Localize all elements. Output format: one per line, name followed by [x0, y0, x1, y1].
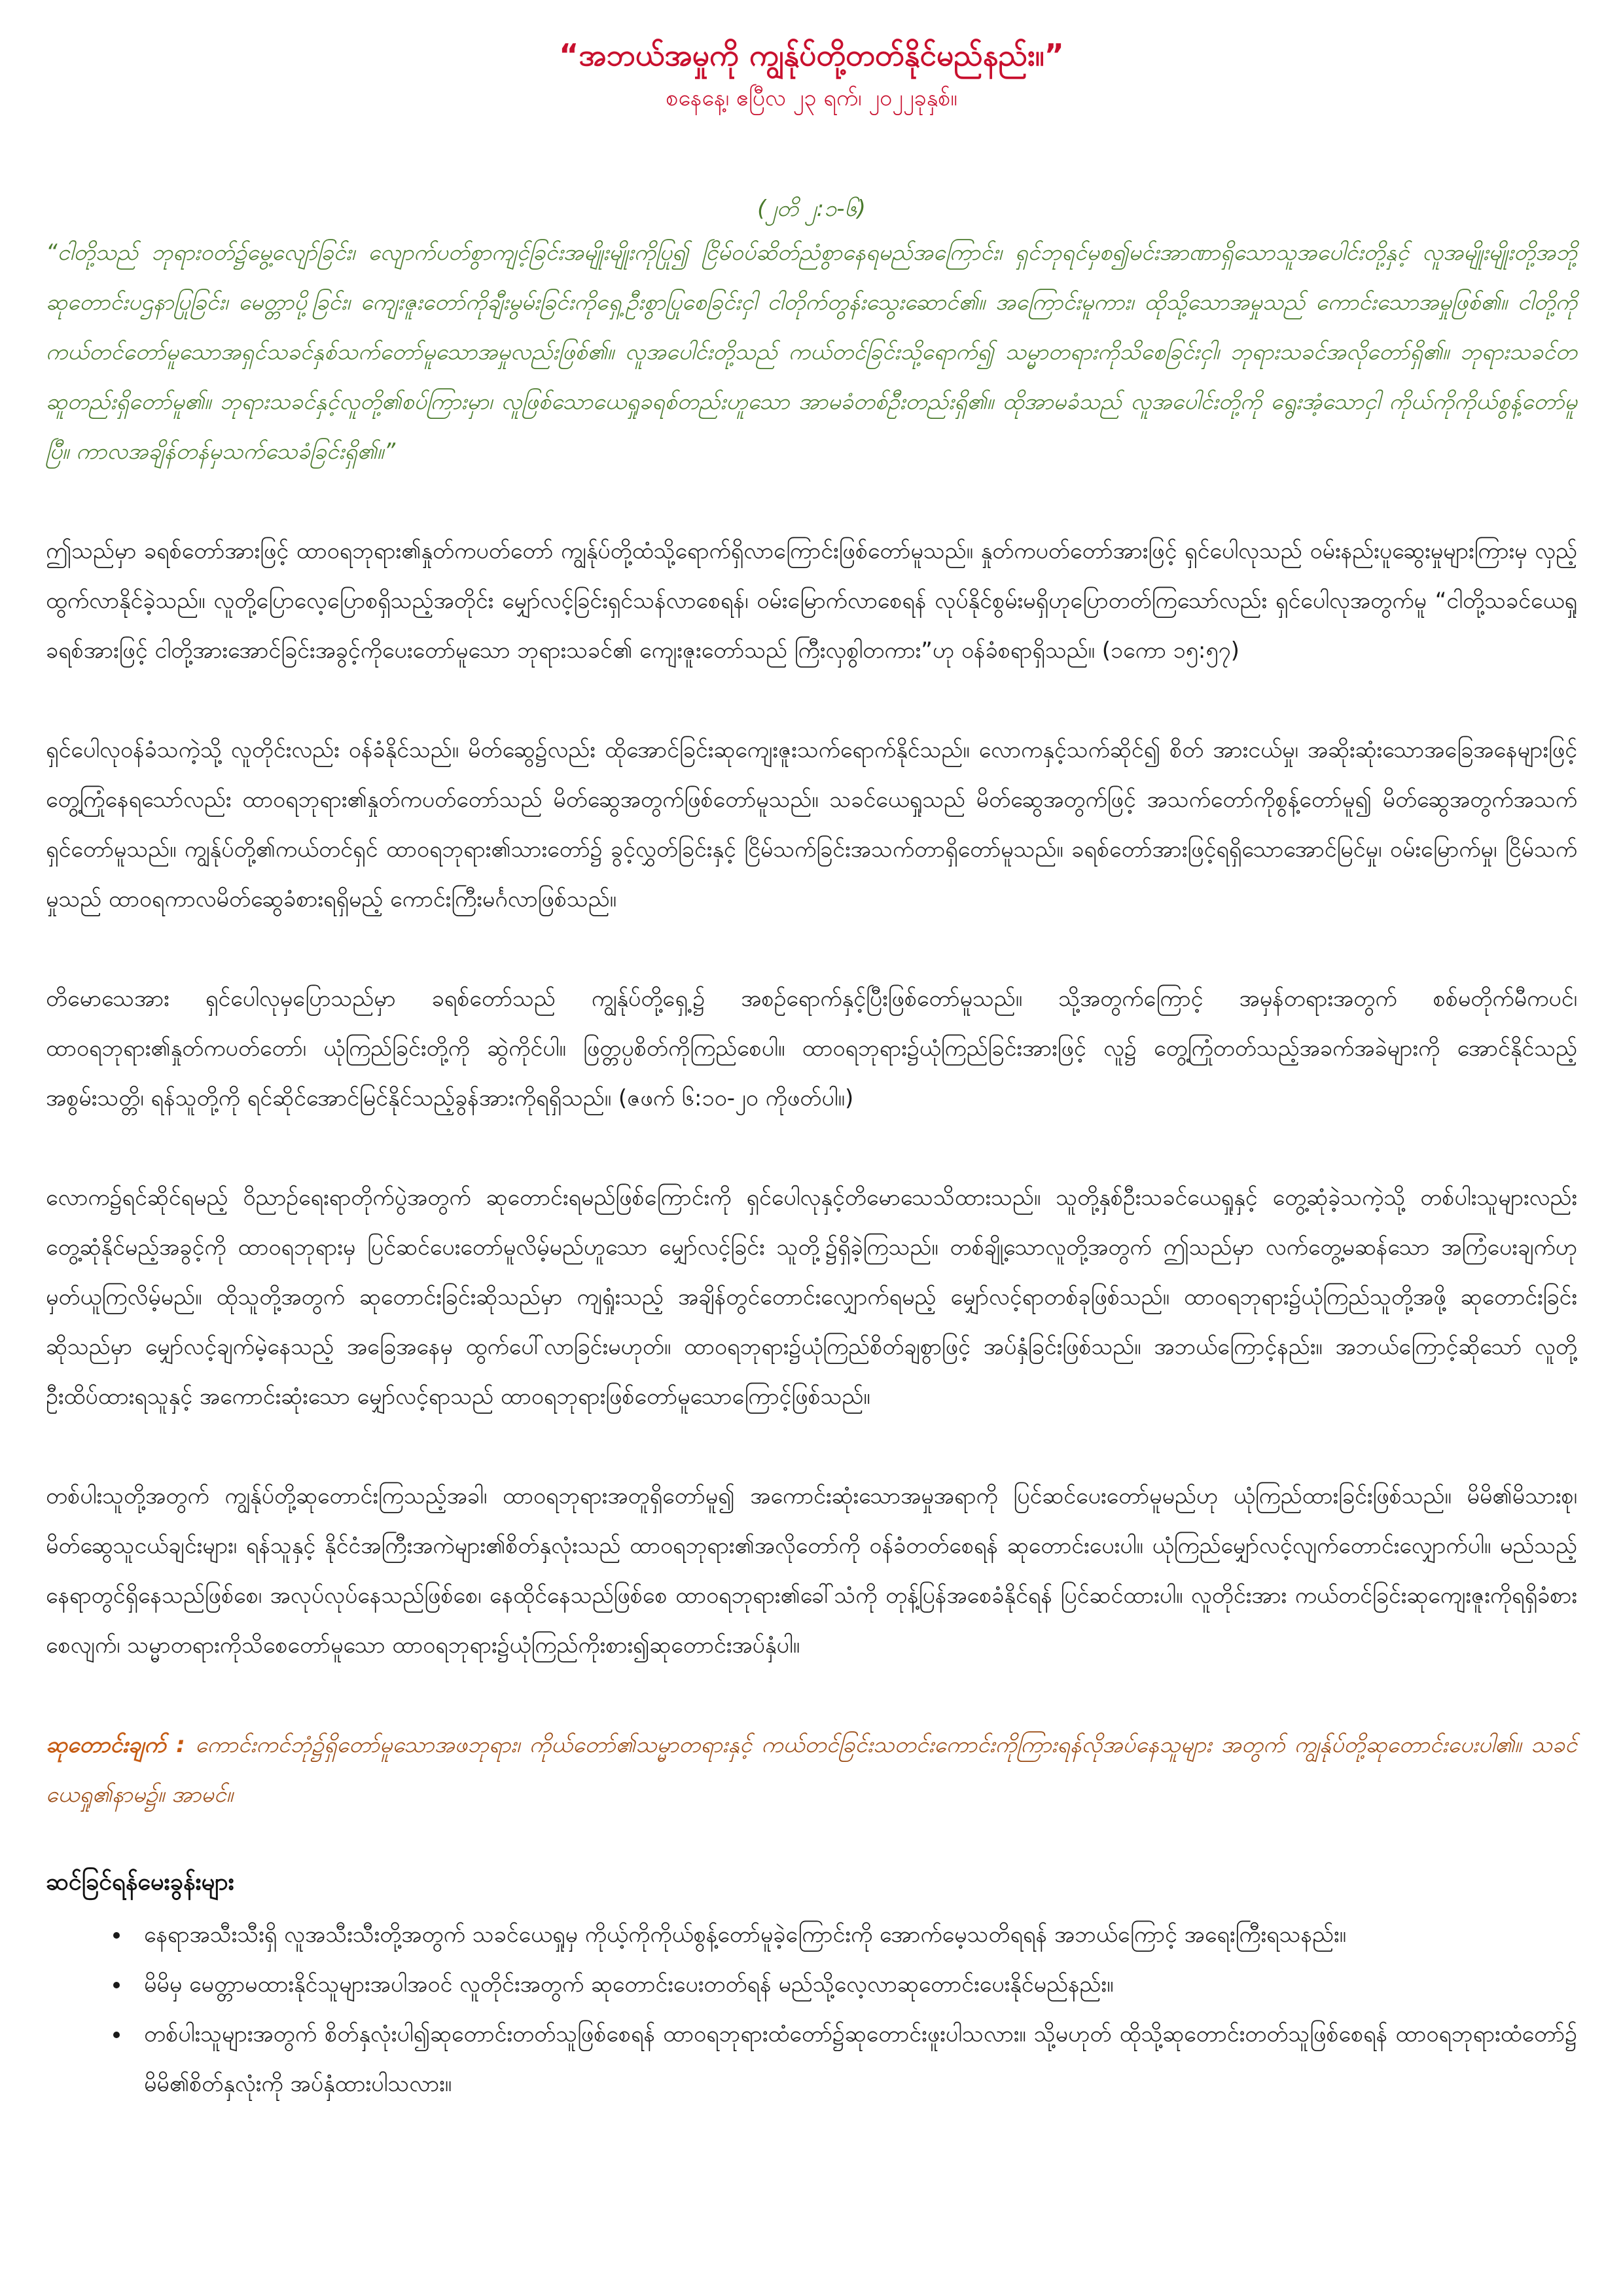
scripture-text: “ငါတို့သည် ဘုရားဝတ်၌မွေ့လျော်ခြင်း၊ လျောက်ပတ်စွာကျင့်ခြင်းအမျိုးမျိုးကိုပြု၍ ငြိမ်ဝပ်ဆိတ်ညံစွာနေရမည်အကြောင်း၊ ရှင်ဘုရင်မှစ၍မင်းအာဏာရှိသောသူအပေါင်းတို့နှင့် လူအမျိုးမျိုးတို့အဘို့ဆုတောင်းပဌနာပြုခြင်း၊ မေတ္တာပို့ခြင်း၊ ကျေးဇူးတော်ကိုချီးမွမ်းခြင်းကိုရှေ့ဦးစွာပြုစေခြင်းငှါ ငါတိုက်တွန်းသွေးဆောင်၏။ အကြောင်းမူကား၊ ထိုသို့သောအမှုသည် ကောင်းသောအမှုဖြစ်၏။ ငါတို့ကို ကယ်တင်တော်မူသောအရှင်သခင်နှစ်သက်တော်မူသောအမှုလည်းဖြစ်၏။ လူအပေါင်းတို့သည် ကယ်တင်ခြင်းသို့ရောက်၍ သမ္မာတရားကိုသိစေခြင်းငှါ၊ ဘုရားသခင်အလိုတော်ရှိ၏။ ဘုရားသခင်တဆူတည်းရှိတော်မူ၏။ ဘုရားသခင်နှင့်လူတို့၏စပ်ကြားမှာ၊ လူဖြစ်သောယေရှုခရစ်တည်းဟူသော အာမခံတစ်ဦးတည်းရှိ၏။ ထိုအာမခံသည် လူအပေါင်းတို့ကို ရွေးအံ့သောငှါ ကိုယ်ကိုကိုယ်စွန့်တော်မူပြီ။ ကာလအချိန်တန်မှသက်သေခံခြင်းရှိ၏။”	[46, 240, 1577, 465]
body-paragraph-2: ရှင်ပေါလုဝန်ခံသကဲ့သို့ လူတိုင်းလည်း ဝန်ခံနိုင်သည်။ မိတ်ဆွေ၌လည်း ထိုအောင်ခြင်းဆုကျေးဇူးသက်ရောက်နိုင်သည်။ လောကနှင့်သက်ဆိုင်၍ စိတ် အားငယ်မှု၊ အဆိုးဆုံးသောအခြေအနေများဖြင့်တွေ့ကြုံနေရသော်လည်း ထာဝရဘုရား၏နှုတ်ကပတ်တော်သည် မိတ်ဆွေအတွက်ဖြစ်တော်မူသည်။ သခင်ယေရှုသည် မိတ်ဆွေအတွက်ဖြင့် အသက်တော်ကိုစွန့်တော်မူ၍ မိတ်ဆွေအတွက်အသက်ရှင်တော်မူသည်။ ကျွန်ုပ်တို့၏ကယ်တင်ရှင် ထာဝရဘုရား၏သားတော်၌ ခွင့်လွှတ်ခြင်းနှင့် ငြိမ်သက်ခြင်းအသက်တာရှိတော်မူသည်။ ခရစ်တော်အားဖြင့်ရရှိသောအောင်မြင်မှု၊ ဝမ်းမြောက်မှု၊ ငြိမ်သက်မှုသည် ထာဝရကာလမိတ်ဆွေခံစားရရှိမည့် ကောင်းကြီးမင်္ဂလာဖြစ်သည်။	[46, 737, 1577, 912]
page-date: စနေနေ့၊ ဧပြီလ ၂၃ ရက်၊ ၂၀၂၂ခုနှစ်။	[666, 85, 957, 111]
prayer-label: ဆုတောင်းချက်	[46, 1732, 166, 1758]
questions-list	[46, 1910, 1577, 2109]
questions-heading: ဆင်ခြင်ရန်မေးခွန်းများ	[46, 1869, 234, 1895]
page-title: “အဘယ်အမှုကို ကျွန်ုပ်တို့တတ်နိုင်မည်နည်း။”	[559, 37, 1064, 73]
body-paragraph-4: လောက၌ရင်ဆိုင်ရမည့် ဝိညာဉ်ရေးရာတိုက်ပွဲအတွက် ဆုတောင်းရမည်ဖြစ်ကြောင်းကို ရှင်ပေါလုနှင့်တိမောသေသိထားသည်။ သူတို့နှစ်ဦးသခင်ယေရှုနှင့် တွေ့ဆုံခဲ့သကဲ့သို့ တစ်ပါးသူများလည်း တွေ့ဆုံနိုင်မည့်အခွင့်ကို ထာဝရဘုရားမှ ပြင်ဆင်ပေးတော်မူလိမ့်မည်ဟူသော မျှော်လင့်ခြင်း သူတို့၌ရှိခဲ့ကြသည်။ တစ်ချို့သောလူတို့အတွက် ဤသည်မှာ လက်တွေ့မဆန်သော အကြံပေးချက်ဟုမှတ်ယူကြလိမ့်မည်။ ထိုသူတို့အတွက် ဆုတောင်းခြင်းဆိုသည်မှာ ကျရှုံးသည့် အချိန်တွင်တောင်းလျှောက်ရမည့် မျှော်လင့်ရာတစ်ခုဖြစ်သည်။ ထာဝရဘုရား၌ယုံကြည်သူတို့အဖို့ ဆုတောင်းခြင်းဆိုသည်မှာ မျှော်လင့်ချက်မဲ့နေသည့် အခြေအနေမှ ထွက်ပေါ်လာခြင်းမဟုတ်။ ထာဝရဘုရား၌ယုံကြည်စိတ်ချစွာဖြင့် အပ်နှံခြင်းဖြစ်သည်။ အဘယ်ကြောင့်နည်း။ အဘယ်ကြောင့်ဆိုသော် လူတို့ဦးထိပ်ထားရသူနှင့် အကောင်းဆုံးသော မျှော်လင့်ရာသည် ထာဝရဘုရားဖြစ်တော်မူသောကြောင့်ဖြစ်သည်။	[46, 1185, 1577, 1410]
prayer-section	[46, 1720, 1577, 1820]
question-item: • မိမိမှ မေတ္တာမထားနိုင်သူများအပါအဝင် လူတိုင်းအတွက် ဆုတောင်းပေးတတ်ရန် မည်သို့လေ့လာဆုတောင်းပေးနိုင်မည်နည်း။	[131, 1960, 1577, 2009]
scripture-reference: (၂တိ ၂:၁-၆)	[757, 196, 866, 222]
question-item: • နေရာအသီးသီးရှိ လူအသီးသီးတို့အတွက် သခင်ယေရှုမှ ကိုယ့်ကိုကိုယ်စွန့်တော်မူခဲ့ကြောင်းကို အောက်မေ့သတိရရန် အဘယ်ကြောင့် အရေးကြီးရသနည်း။	[131, 1910, 1577, 1960]
prayer-separator: :	[166, 1732, 196, 1758]
question-item: • တစ်ပါးသူများအတွက် စိတ်နှလုံးပါ၍ဆုတောင်းတတ်သူဖြစ်စေရန် ထာဝရဘုရားထံတော်၌ဆုတောင်းဖူးပါသလား။ သို့မဟုတ် ထိုသို့ဆုတောင်းတတ်သူဖြစ်စေရန် ထာဝရဘုရားထံတော်၌ မိမိ၏စိတ်နှလုံးကို အပ်နှံထားပါသလား။	[131, 2009, 1577, 2109]
body-paragraph-1: ဤသည်မှာ ခရစ်တော်အားဖြင့် ထာဝရဘုရား၏နှုတ်ကပတ်တော် ကျွန်ုပ်တို့ထံသို့ရောက်ရှိလာကြောင်းဖြစ်တော်မူသည်။ နှုတ်ကပတ်တော်အားဖြင့် ရှင်ပေါလုသည် ဝမ်းနည်းပူဆွေးမှုများကြားမှ လှည့်ထွက်လာနိုင်ခဲ့သည်။ လူတို့ပြောလေ့ပြောစရှိသည့်အတိုင်း မျှော်လင့်ခြင်းရှင်သန်လာစေရန်၊ ဝမ်းမြောက်လာစေရန် လုပ်နိုင်စွမ်းမရှိဟုပြောတတ်ကြသော်လည်း ရှင်ပေါလုအတွက်မူ “ငါတို့သခင်ယေရှုခရစ်အားဖြင့် ငါတို့အားအောင်ခြင်းအခွင့်ကိုပေးတော်မူသော ဘုရားသခင်၏ ကျေးဇူးတော်သည် ကြီးလှစွါတကား”ဟု ဝန်ခံစရာရှိသည်။ (၁ကော ၁၅:၅၇)	[46, 538, 1577, 664]
body-paragraph-3: တိမောသေအား ရှင်ပေါလုမှပြောသည်မှာ ခရစ်တော်သည် ကျွန်ုပ်တို့ရှေ့၌ အစဉ်ရောက်နှင့်ပြီးဖြစ်တော်မူသည်။ သို့အတွက်ကြောင့် အမှန်တရားအတွက် စစ်မတိုက်မီကပင်၊ ထာဝရဘုရား၏နှုတ်ကပတ်တော်၊ ယုံကြည်ခြင်းတို့ကို ဆွဲကိုင်ပါ။ ဖြတ္တပ္ပစိတ်ကိုကြည်စေပါ။ ထာဝရဘုရား၌ယုံကြည်ခြင်းအားဖြင့် လူ၌ တွေ့ကြုံတတ်သည့်အခက်အခဲများကို အောင်နိုင်သည့်အစွမ်းသတ္တိ၊ ရန်သူတို့ကို ရင်ဆိုင်အောင်မြင်နိုင်သည့်ခွန်အားကိုရရှိသည်။ (ဇဖက် ၆:၁၀-၂၀ ကိုဖတ်ပါ။)	[46, 986, 1577, 1111]
prayer-text: ကောင်းကင်ဘုံ၌ရှိတော်မူသောအဖဘုရား၊ ကိုယ်တော်၏သမ္မာတရားနှင့် ကယ်တင်ခြင်းသတင်းကောင်းကိုကြားရန်လိုအပ်နေသူများ အတွက် ကျွန်ုပ်တို့ဆုတောင်းပေးပါ၏။ သခင်ယေရှု၏နာမ၌။ အာမင်။	[46, 1732, 1577, 1808]
body-paragraph-5: တစ်ပါးသူတို့အတွက် ကျွန်ုပ်တို့ဆုတောင်းကြသည့်အခါ၊ ထာဝရဘုရားအတူရှိတော်မူ၍ အကောင်းဆုံးသောအမှုအရာကို ပြင်ဆင်ပေးတော်မူမည်ဟု ယုံကြည်ထားခြင်းဖြစ်သည်။ မိမိ၏မိသားစု၊ မိတ်ဆွေသူငယ်ချင်းများ၊ ရန်သူနှင့် နိုင်ငံအကြီးအကဲများ၏စိတ်နှလုံးသည် ထာဝရဘုရား၏အလိုတော်ကို ဝန်ခံတတ်စေရန် ဆုတောင်းပေးပါ။ ယုံကြည်မျှော်လင့်လျက်တောင်းလျှောက်ပါ။ မည်သည့်နေရာတွင်ရှိနေသည်ဖြစ်စေ၊ အလုပ်လုပ်နေသည်ဖြစ်စေ၊ နေထိုင်နေသည်ဖြစ်စေ ထာဝရဘုရား၏ခေါ်သံကို တုန့်ပြန်အစေခံနိုင်ရန် ပြင်ဆင်ထားပါ။ လူတိုင်းအား ကယ်တင်ခြင်းဆုကျေးဇူးကိုရရှိခံစားစေလျက်၊ သမ္မာတရားကိုသိစေတော်မူသော ထာဝရဘုရား၌ယုံကြည်ကိုးစား၍ဆုတောင်းအပ်နှံပါ။	[46, 1483, 1577, 1659]
